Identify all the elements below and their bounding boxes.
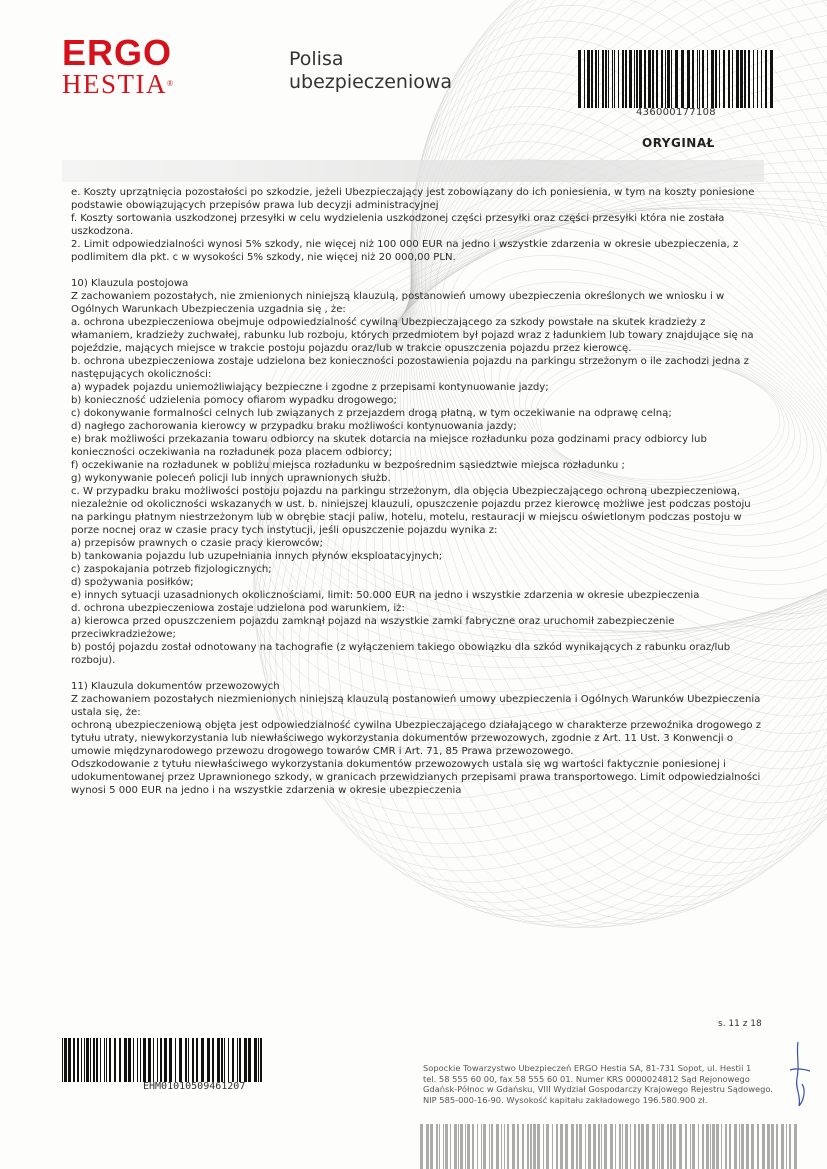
document-title-line1: Polisa (289, 48, 344, 70)
ergo-hestia-logo (62, 32, 175, 99)
body-line: ochroną ubezpieczeniową objęta jest odpowiedzialność cywilna Ubezpieczającego działającego w charakterze przewoźnika drogowego z tytułu utraty, niewykorzystania lub niewłaściwego wykorzystania dokumentów przewozowych, zgodnie z Art. 11 Ust. 3 Konwencji o umowie międzynarodowego przewozu drogowego towarów CMR i Art. 71, 85 Prawa przewozowego. (71, 720, 762, 757)
body-line: a) kierowca przed opuszczeniem pojazdu zamknął pojazd na wszystkie zamki fabryczne oraz uruchomił zabezpieczenie przeciwkradzieżowe; (71, 616, 675, 640)
body-line: 2. Limit odpowiedzialności wynosi 5% szkody, nie więcej niż 100 000 EUR na jedno i wszystkie zdarzenia w okresie ubezpieczenia, z podlimitem dla pkt. c w wysokości 5% szkody, nie więcej niż 20 000,00 PLN. (71, 239, 739, 263)
original-label: ORYGINAŁ (642, 136, 715, 150)
barcode-bottom-icon (62, 1038, 265, 1082)
footer-line: NIP 585-000-16-90. Wysokość kapitału zakładowego 196.580.900 zł. (423, 1094, 708, 1105)
body-line: g) wykonywanie poleceń policji lub innych uprawnionych służb. (71, 473, 391, 484)
body-line: a. ochrona ubezpieczeniowa obejmuje odpowiedzialność cywilną Ubezpieczającego za szkody powstałe na skutek kradzieży z włamaniem, kradzieży zuchwałej, rabunku lub rozboju, których przedmiotem był pojazd wraz z ładunkiem lub towary znajdujące się na pojeździe, mających miejsce w trakcie postoju pojazdu oraz/lub w trakcie opuszczenia pojazdu przez kierowcę. (71, 317, 754, 354)
body-line: a) wypadek pojazdu uniemożliwiający bezpieczne i zgodne z przepisami kontynuowanie jazdy; (71, 382, 549, 393)
barcode-top-icon (578, 50, 773, 108)
body-line: a) przepisów prawnych o czasie pracy kierowców; (71, 538, 324, 549)
body-line: e) innych sytuacji uzasadnionych okolicznościami, limit: 50.000 EUR na jedno i wszystkie zdarzenia w okresie ubezpieczenia (71, 590, 700, 601)
body-line: c. W przypadku braku możliwości postoju pojazdu na parkingu strzeżonym, dla objęcia Ubezpieczającego ochroną ubezpieczeniową, niezależnie od okoliczności wskazanych w ust. b. niniejszej klauzuli, opuszczenie pojazdu przez kierowcę możliwe jest podczas postoju na parkingu płatnym niestrzeżonym lub w obrębie stacji paliw, hotelu, motelu, restauracji w miejscu oświetlonym podczas postoju w porze nocnej oraz w czasie pracy tych instytucji, jeśli opuszczenie pojazdu wynika z: (71, 486, 751, 536)
body-line: b) postój pojazdu został odnotowany na tachografie (z wyłączeniem takiego obowiązku dla szkód wynikających z rabunku oraz/lub rozboju). (71, 642, 731, 666)
edge-barcode-icon (420, 1124, 798, 1169)
document-title-line2: ubezpieczeniowa (289, 71, 453, 93)
body-line: c) zaspokajania potrzeb fizjologicznych; (71, 564, 272, 575)
logo-ergo: ERGO (62, 32, 173, 73)
body-line: d) nagłego zachorowania kierowcy w przypadku braku możliwości kontynuowania jazdy; (71, 421, 517, 432)
body-line: Odszkodowanie z tytułu niewłaściwego wykorzystania dokumentów przewozowych ustala się wg wartości faktycznie poniesionej i udokumentowanej przez Uprawnionego szkody, w granicach przewidzianych przepisami prawa transportowego. Limit odpowiedzialności wynosi 5 000 EUR na jedno i na wszystkie zdarzenia w okresie ubezpieczenia (71, 759, 761, 796)
body-line: Z zachowaniem pozostałych niezmienionych niniejszą klauzulą postanowień umowy ubezpieczenia i Ogólnych Warunków Ubezpieczenia ustala się, że: (71, 694, 761, 718)
barcode-bottom-number: EHM01010509461207 (143, 1081, 246, 1092)
header-band (62, 160, 764, 182)
footer-line: Gdańsk-Północ w Gdańsku, VIII Wydział Gospodarczy Krajowego Rejestru Sądowego. (423, 1084, 773, 1094)
body-line: e. Koszty uprzątnięcia pozostałości po szkodzie, jeżeli Ubezpieczający jest zobowiązany do ich poniesienia, w tym na koszty poniesione podstawie obowiązujących przepisów prawa lub decyzji administracyjnej (71, 187, 755, 211)
body-line: b) konieczność udzielenia pomocy ofiarom wypadku drogowego; (71, 395, 397, 406)
footer-line: Sopockie Towarzystwo Ubezpieczeń ERGO Hestia SA, 81-731 Sopot, ul. Hestii 1 (423, 1063, 752, 1073)
body-line: e) brak możliwości przekazania towaru odbiorcy na skutek dotarcia na miejsce rozładunku poza godzinami pracy odbiorcy lub konieczności oczekiwania na rozładunek poza placem odbiorcy; (71, 434, 707, 458)
body-line: b. ochrona ubezpieczeniowa zostaje udzielona bez konieczności pozostawienia pojazdu na parkingu strzeżonym o ile zachodzi jedna z następujących okoliczności: (71, 356, 749, 380)
body-line: d. ochrona ubezpieczeniowa zostaje udzielona pod warunkiem, iż: (71, 603, 405, 614)
logo-hestia: HESTIA® (62, 69, 175, 99)
barcode-top-number: 436000177108 (636, 107, 716, 118)
body-line: b) tankowania pojazdu lub uzupełniania innych płynów eksploatacyjnych; (71, 551, 443, 562)
body-line: c) dokonywanie formalności celnych lub związanych z przejazdem drogą płatną, w tym oczekiwanie na odprawę celną; (71, 408, 672, 419)
policy-body (71, 186, 763, 797)
document-title (289, 48, 452, 94)
body-line: Z zachowaniem pozostałych, nie zmienionych niniejszą klauzulą, postanowień umowy ubezpieczenia określonych we wniosku i w Ogólnych Warunkach Ubezpieczenia uzgadnia się , że: (71, 291, 725, 315)
body-line: d) spożywania posiłków; (71, 577, 194, 588)
body-line: f. Koszty sortowania uszkodzonej przesyłki w celu wydzielenia uszkodzonej części przesyłki oraz części przesyłki która nie została uszkodzona. (71, 213, 725, 237)
footer-line: tel. 58 555 60 00, fax 58 555 60 01. Numer KRS 0000024812 Sąd Rejonowego (423, 1073, 750, 1084)
page-number: s. 11 z 18 (718, 1019, 762, 1029)
body-line: f) oczekiwanie na rozładunek w pobliżu miejsca rozładunku w bezpośrednim sąsiedztwie miejsca rozładunku ; (71, 460, 625, 471)
signature-icon (786, 1040, 814, 1110)
clause-title-11: 11) Klauzula dokumentów przewozowych (71, 681, 280, 692)
clause-title-10: 10) Klauzula postojowa (71, 278, 189, 289)
company-footer (423, 1063, 783, 1105)
